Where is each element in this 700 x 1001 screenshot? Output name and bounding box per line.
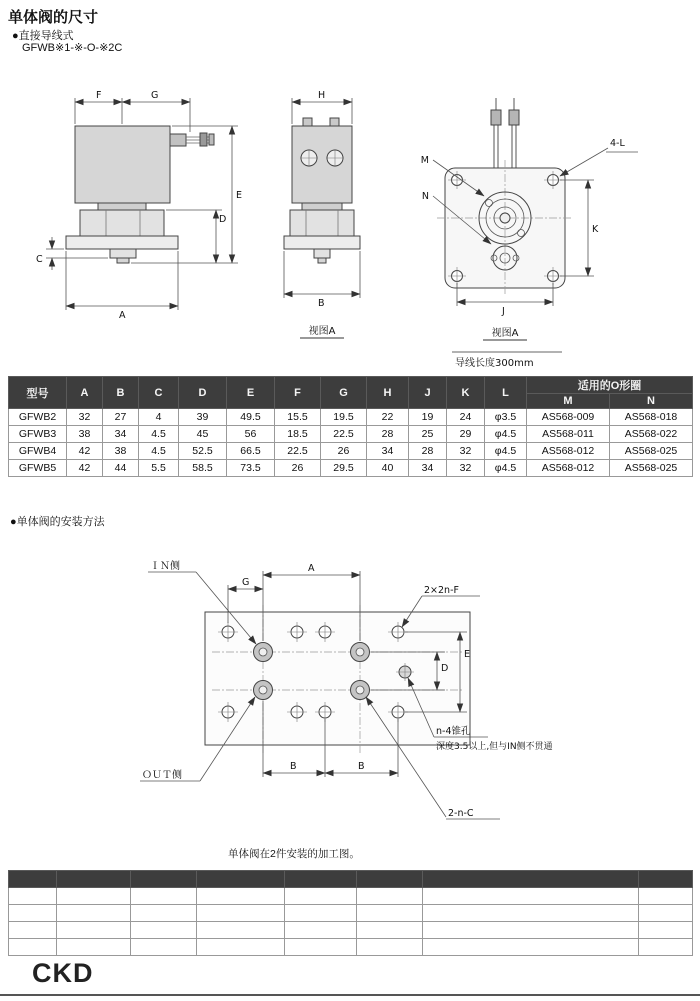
wire-connector [170,134,186,146]
mounting-pattern [205,605,470,753]
cell: AS568-012 [527,443,610,460]
cell [197,922,285,939]
dim-label-b: B [318,298,325,309]
table-row [9,460,693,477]
mount-dim-d: D [441,663,449,674]
cell [639,905,693,922]
cell: AS568-025 [610,460,693,477]
dim-label-m: M [420,155,429,166]
cell-model: GFWB2 [9,409,67,426]
cell: 19.5 [321,409,367,426]
cell [131,888,197,905]
dim-label-g: G [151,90,159,101]
cell: 4.5 [139,426,179,443]
mount-dim-e: E [464,649,471,660]
mount-dim-g: G [242,577,250,588]
cell [423,888,639,905]
port-nub-front [318,258,326,263]
col-header: G [321,377,367,409]
wire-plug [200,133,207,146]
cell: 39 [179,409,227,426]
page-title: 单体阀的尺寸 [8,9,99,26]
cell [131,905,197,922]
col-header: C [139,377,179,409]
dim-label-d: D [219,214,227,225]
dimensions-table [8,376,693,477]
cell [57,939,131,956]
view-a-label: 视图A [308,326,336,337]
cell: 22.5 [321,426,367,443]
screw-holes-note: 2×2n-F [424,585,459,596]
cell-model: GFWB4 [9,443,67,460]
port-hole [351,643,370,662]
cell: 19 [409,409,447,426]
cell: 34 [103,426,139,443]
col-header [197,871,285,888]
cell: φ4.5 [485,426,527,443]
cell [285,905,357,922]
cell: 29.5 [321,460,367,477]
cell: AS568-009 [527,409,610,426]
side-view-drawing [36,90,242,321]
c-holes-note: 2-n-C [448,808,474,819]
cell: AS568-025 [610,443,693,460]
cell [197,939,285,956]
wire-terminal [509,110,519,125]
dim-label-c: C [36,254,43,265]
cell [423,939,639,956]
cell [639,922,693,939]
col-header: B [103,377,139,409]
dim-label-n: N [421,191,429,202]
cell [131,922,197,939]
table-row [9,905,693,922]
mount-dim-b2: B [358,761,365,772]
port-tab [110,249,136,258]
dim-label-j: J [502,306,505,317]
valve-neck-front [302,203,342,210]
wire-terminal [491,110,501,125]
col-header [639,871,693,888]
col-header-m: M [527,394,610,409]
terminal-bump [303,118,312,126]
col-header: F [275,377,321,409]
cell: 28 [409,443,447,460]
cell [423,922,639,939]
cell: 42 [67,443,103,460]
cell [357,922,423,939]
cell: 56 [227,426,275,443]
cell: 38 [67,426,103,443]
mount-dim-a: A [308,563,315,574]
cell-model [9,888,57,905]
col-header: J [409,377,447,409]
cell [357,905,423,922]
cell: 58.5 [179,460,227,477]
cell: 22 [367,409,409,426]
cell: 5.5 [139,460,179,477]
wire-plug-tip [209,134,214,145]
mounting-table [8,870,693,956]
col-header-model [9,871,57,888]
hex-nut [80,210,164,236]
table-row [9,409,693,426]
cell [131,939,197,956]
hex-nut-front [290,210,354,236]
cell: 34 [409,460,447,477]
cell: 52.5 [179,443,227,460]
cell: 15.5 [275,409,321,426]
dim-label-f: F [96,90,102,101]
in-side-label: ＩＮ侧 [150,561,180,572]
dim-label-h: H [318,90,326,101]
dimension-drawings [0,86,700,374]
coil-body-front [292,126,352,203]
table-row [9,922,693,939]
cell-model [9,922,57,939]
cell: 4.5 [139,443,179,460]
table-row [9,939,693,956]
cell: 25 [409,426,447,443]
cell: 45 [179,426,227,443]
cell: 42 [67,460,103,477]
table-row [9,888,693,905]
port-nub [117,258,129,263]
mounting-caption: 单体阀在2件安装的加工图。 [228,848,360,860]
view-a-label: 视图A [491,328,519,339]
col-header: L [485,377,527,409]
section1-heading: ●直接导线式 [12,30,74,42]
mounting-drawing [0,545,700,845]
dim-label-a: A [119,310,126,321]
cell [285,888,357,905]
cell-model [9,939,57,956]
cell: 44 [103,460,139,477]
col-header: E [227,377,275,409]
cell: 26 [321,443,367,460]
cell: φ3.5 [485,409,527,426]
cell: 26 [275,460,321,477]
col-header-model: 型号 [9,377,67,409]
model-code: GFWB※1-※-O-※2C [22,42,123,54]
section2-heading: ●单体阀的安装方法 [10,516,105,528]
cell [197,905,285,922]
cell: 32 [447,460,485,477]
mount-dim-b1: B [290,761,297,772]
cell: AS568-011 [527,426,610,443]
cell [639,888,693,905]
cell [197,888,285,905]
lead-length-note: 导线长度300mm [455,358,534,369]
cell-model: GFWB5 [9,460,67,477]
flange [66,236,178,249]
cell: 49.5 [227,409,275,426]
col-header-n: N [610,394,693,409]
port-hole [351,681,370,700]
cell: φ4.5 [485,460,527,477]
front-view-drawing [284,90,360,338]
cell [285,922,357,939]
dim-label-k: K [592,224,599,235]
port-hole [254,681,273,700]
top-view-drawing [421,98,638,369]
cell: AS568-012 [527,460,610,477]
cell [357,888,423,905]
cell: 32 [67,409,103,426]
dim-label-e: E [236,190,243,201]
cell: 24 [447,409,485,426]
cell [285,939,357,956]
cell: 4 [139,409,179,426]
col-header: D [179,377,227,409]
taper-depth-note: 深度3.5以上,但与IN侧不贯通 [436,742,553,752]
cell: 34 [367,443,409,460]
cell: 32 [447,443,485,460]
col-header [423,871,639,888]
cell: 18.5 [275,426,321,443]
cell: 40 [367,460,409,477]
cell: 27 [103,409,139,426]
col-header: A [67,377,103,409]
cell-model: GFWB3 [9,426,67,443]
cell [57,922,131,939]
col-header-oring: 适用的O形圈 [527,377,693,394]
cell-model [9,905,57,922]
cell: 28 [367,426,409,443]
terminal-bump [330,118,339,126]
cell: AS568-018 [610,409,693,426]
lead-wires [186,137,212,143]
dim-label-4l: 4-L [610,138,625,149]
cell [57,888,131,905]
out-side-label: ＯＵＴ侧 [142,770,182,781]
cell: φ4.5 [485,443,527,460]
cell [423,905,639,922]
col-header [285,871,357,888]
col-header: H [367,377,409,409]
col-header [131,871,197,888]
table-row [9,426,693,443]
bottom-rule [0,994,700,996]
valve-neck [98,203,146,210]
cell: 73.5 [227,460,275,477]
cell [57,905,131,922]
port-tab-front [314,249,330,258]
cell [639,939,693,956]
cell: 66.5 [227,443,275,460]
col-header: K [447,377,485,409]
flange-front [284,236,360,249]
col-header [57,871,131,888]
col-header [357,871,423,888]
cell [357,939,423,956]
ckd-logo: CKD [32,958,94,988]
cell: 22.5 [275,443,321,460]
table-row [9,443,693,460]
coil-body [75,126,170,203]
cell: 29 [447,426,485,443]
cell: AS568-022 [610,426,693,443]
taper-holes-note: n-4锥孔 [436,726,471,737]
lead-wires-top [494,98,516,168]
cell: 38 [103,443,139,460]
port-hole [254,643,273,662]
